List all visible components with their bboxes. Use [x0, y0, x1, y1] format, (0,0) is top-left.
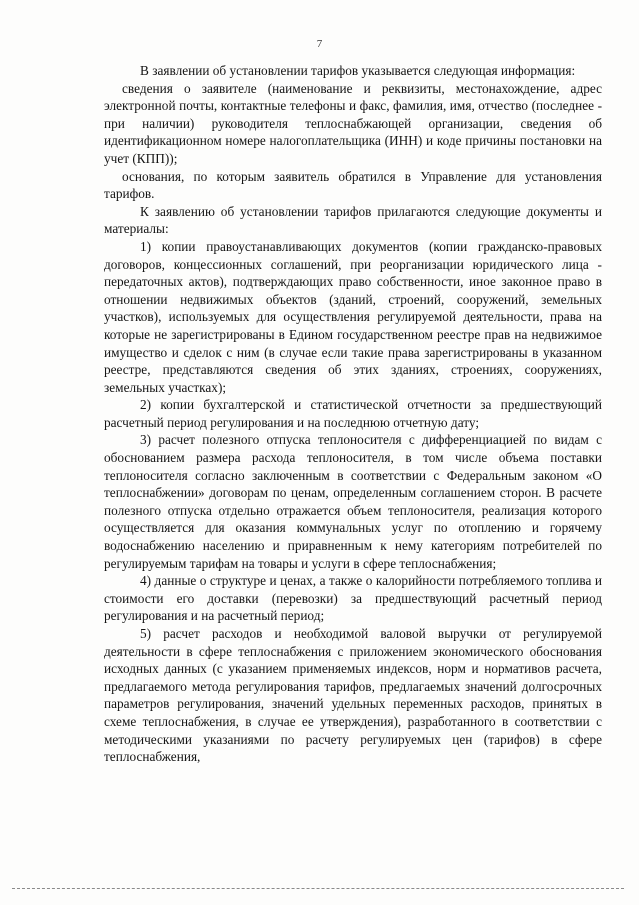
- list-item-3: 3) расчет полезного отпуска теплоносителя с дифференциацией по видам с обоснованием размера расхода теплоносителя, в том числе объема поставки теплоносителя согласно заключенным в соответствии с Федеральным законом «О теплоснабжении» договорам по ценам, определенным соглашением сторон. В расчете полезного отпуска отдельно отражается объем теплоносителя, реализация которого осуществляется для оказания коммунальных услуг по отоплению и горячему водоснабжению населению и приравненным к нему категориям потребителей по регулируемым тарифам на товары и услуги в сфере теплоснабжения;: [104, 432, 602, 571]
- list-item-1: 1) копии правоустанавливающих документов (копии гражданско-правовых договоров, концессионных соглашений, при реорганизации юридического лица - передаточных актов), подтверждающих право собственности, иное законное право в отношении недвижимых объектов (зданий, строений, сооружений, земельных участков), используемых для осуществления регулируемой деятельности, права на которые не зарегистрированы в Едином государственном реестре прав на недвижимое имущество и сделок с ним (в случае если такие права зарегистрированы в указанном реестре, представляются сведения об этих зданиях, строениях, сооружениях, земельных участках);: [104, 238, 602, 395]
- paragraph-intro: В заявлении об установлении тарифов указывается следующая информация:: [140, 63, 576, 78]
- list-item-2: 2) копии бухгалтерской и статистической отчетности за предшествующий расчетный период регулирования и на последнюю отчетную дату;: [104, 397, 602, 430]
- list-item-4: 4) данные о структуре и ценах, а также о калорийности потребляемого топлива и стоимости его доставки (перевозки) за предшествующий расчетный период регулирования и на расчетный период;: [104, 573, 602, 624]
- paragraph-applicant-info: сведения о заявителе (наименование и реквизиты, местонахождение, адрес электронной почты, контактные телефоны и факс, фамилия, имя, отчество (последнее - при наличии) руководителя теплоснабжающей организации, сведения об идентификационном номере налогоплательщика (ИНН) и коде причины постановки на учет (КПП));: [104, 80, 602, 166]
- page-number: 7: [316, 38, 323, 50]
- scan-edge-line: [12, 888, 624, 889]
- paragraph-attachments-intro: К заявлению об установлении тарифов прилагаются следующие документы и материалы:: [104, 203, 602, 237]
- document-body: [104, 62, 602, 766]
- paragraph-grounds: основания, по которым заявитель обратился в Управление для установления тарифов.: [104, 168, 602, 202]
- list-item-5: 5) расчет расходов и необходимой валовой выручки от регулируемой деятельности в сфере теплоснабжения с приложением экономического обоснования исходных данных (с указанием применяемых индексов, норм и нормативов расчета, предлагаемого метода регулирования тарифов, предлагаемых значений долгосрочных параметров регулирования, значений удельных переменных расходов, принятых в схеме теплоснабжения, в случае ее утверждения), разработанного в соответствии с методическими указаниями по расчету регулируемых цен (тарифов) в сфере теплоснабжения,: [104, 626, 602, 765]
